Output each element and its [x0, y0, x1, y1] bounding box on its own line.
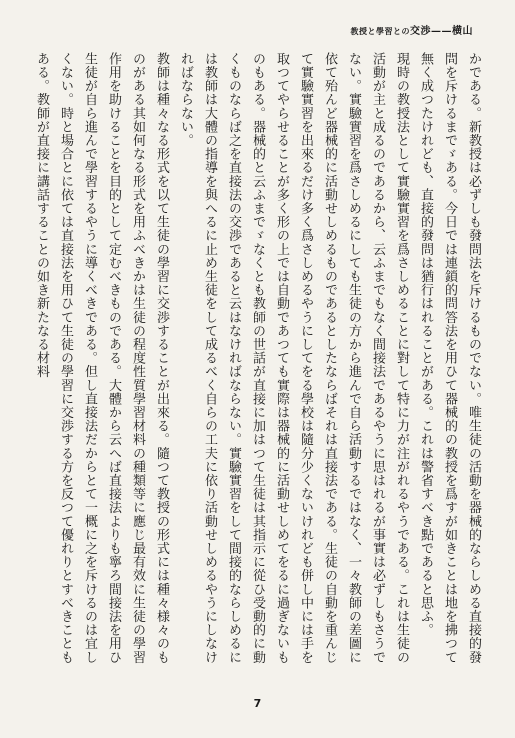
vertical-body-text: [25, 52, 485, 672]
running-header-main: 交渉——横山: [410, 26, 473, 37]
paragraph: 教師は種々なる形式を以て生徒の學習に交渉することが出來る。隨つて教授の形式には種々様々のものがある其如何なる形式を用ふべきかは生徒の程度性質學習材料の種類等に應じ最有效に生徒の學習作用を助けることを目的として定むべきものである。大體から云へば直接法よりも寧ろ間接法を用ひ生徒が自ら進んで學習するやうに導くべきである。但し直接法だからとて一概に之を斥けるのは宜しくない。時と場合とに依ては直接法を用ひて生徒の學習に交渉する方を反つて優れりとすべきこともある。教師が直接に講話することの如き新たなる材料: [34, 52, 169, 664]
paragraph: 現時の教授法として實驗實習を爲さしめることに對して特に力が注がれるやうである。これは生徒の活動が主と成るのであるから、云ふまでもなく間接法であるやうに思はれるが事實は必ずしもさうでない。實驗實習を爲さしめるにしても生徒の方から進んで自ら活動するではなく、一々教師の差圖に依て殆んど器械的に活動せしめるものであるとしたならばそれは直接法である。生徒の自動を重んじて實驗實習を出來るだけ多く爲さしめるやうにしてをる學校は隨分少くないけれども併し中には手を取つてやらせることが多く形の上では自動であつても實際は器械的に活動せしめてをるに過ぎないものもある。器械的と云ふまでゞなくとも教師の世話が直接に加はつて生徒は其指示に從ひ受動的に動くものならば之を直接法の交渉であると云はなければならない。實驗實習をして間接的ならしめるには教師は大體の指導を與へるに止め生徒をして成るべく自らの工夫に依り活動せしめるやうにしなければならない。: [178, 52, 409, 664]
running-header-lead: 教授と學習との: [350, 26, 410, 36]
paragraph: かである。新教授は必ずしも發問法を斥けるものでない。唯生徒の活動を器械的ならしめる直接的發問を斥けるまでゞある。今日では連鎖的問答法を用ひて器械的の教授を爲すが如きことは地を拂つて無く成つたけれども、直接的發問は猶行はれることがある。これは警省すべき點であると思ふ。: [418, 52, 481, 664]
page-number: 7: [253, 697, 262, 710]
running-header: [351, 22, 474, 37]
